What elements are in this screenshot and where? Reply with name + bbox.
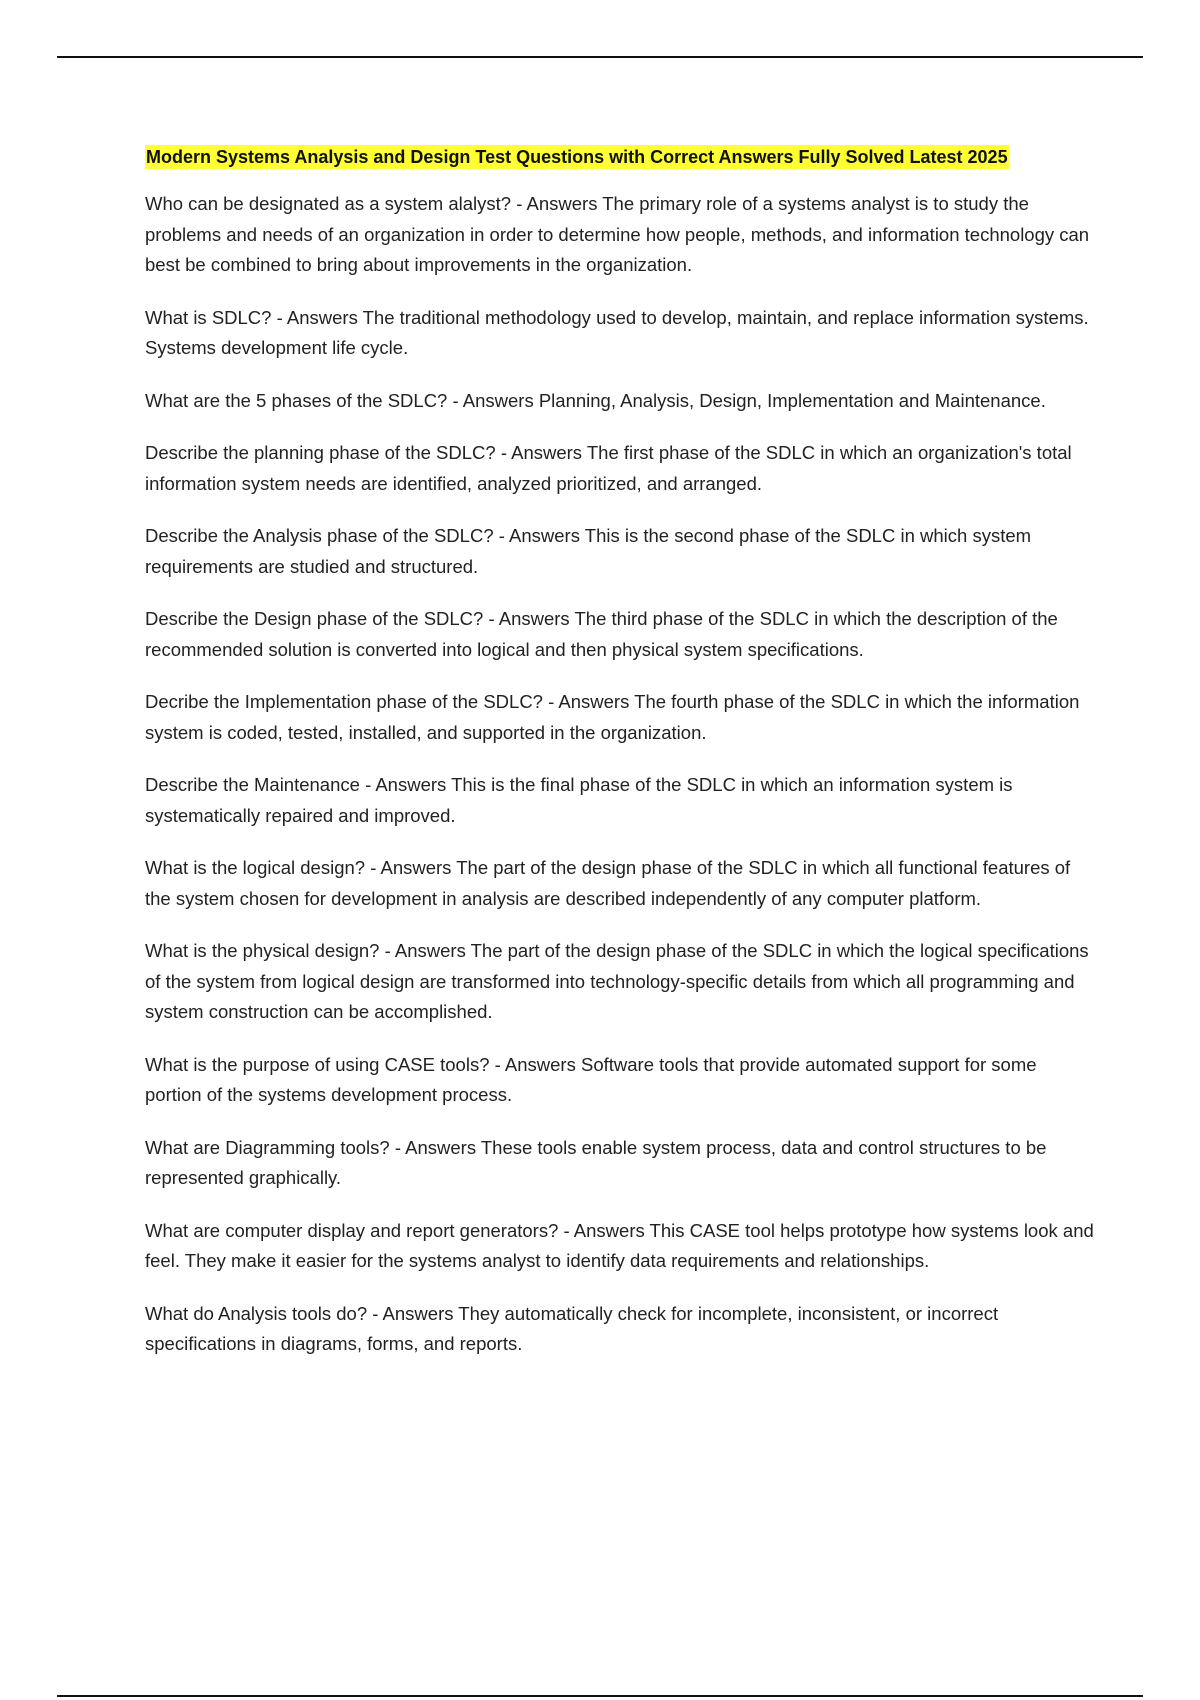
qa-entry: What do Analysis tools do? - Answers They automatically check for incomplete, inconsistent, or incorrect specifications in diagrams, forms, and reports. bbox=[145, 1302, 999, 1354]
qa-entry: What is the logical design? - Answers The part of the design phase of the SDLC in which all functional features of the system chosen for development in analysis are described independently of any computer platform. bbox=[145, 857, 1071, 909]
qa-entry: Describe the Maintenance - Answers This is the final phase of the SDLC in which an information system is systematically repaired and improved. bbox=[145, 774, 1013, 826]
qa-entry: What is SDLC? - Answers The traditional methodology used to develop, maintain, and replace information systems. Systems development life cycle. bbox=[145, 306, 1089, 358]
qa-entry: Describe the planning phase of the SDLC? - Answers The first phase of the SDLC in which an organization's total information system needs are identified, analyzed prioritized, and arranged. bbox=[145, 442, 1072, 494]
qa-entry: Decribe the Implementation phase of the SDLC? - Answers The fourth phase of the SDLC in which the information system is coded, tested, installed, and supported in the organization. bbox=[145, 691, 1080, 743]
qa-entry: Who can be designated as a system alalyst? - Answers The primary role of a systems analyst is to study the problems and needs of an organization in order to determine how people, methods, and information technology can best be combined to bring about improvements in the organization. bbox=[145, 193, 1090, 275]
footer-rule bbox=[57, 1695, 1143, 1697]
header-rule bbox=[57, 56, 1143, 58]
qa-entry: Describe the Design phase of the SDLC? - Answers The third phase of the SDLC in which the description of the recommended solution is converted into logical and then physical system specifications. bbox=[145, 608, 1058, 660]
document-body bbox=[145, 145, 1095, 1382]
qa-entry: What are the 5 phases of the SDLC? - Answers Planning, Analysis, Design, Implementation and Maintenance. bbox=[145, 389, 1046, 411]
qa-entry: Describe the Analysis phase of the SDLC? - Answers This is the second phase of the SDLC in which system requirements are studied and structured. bbox=[145, 525, 1032, 577]
qa-entry: What is the purpose of using CASE tools? - Answers Software tools that provide automated support for some portion of the systems development process. bbox=[145, 1053, 1037, 1105]
qa-entry: What are computer display and report generators? - Answers This CASE tool helps prototype how systems look and feel. They make it easier for the systems analyst to identify data requirements and relationships. bbox=[145, 1219, 1094, 1271]
qa-entry: What is the physical design? - Answers The part of the design phase of the SDLC in which the logical specifications of the system from logical design are transformed into technology-specific details from which all programming and system construction can be accomplished. bbox=[145, 940, 1089, 1022]
document-title: Modern Systems Analysis and Design Test Questions with Correct Answers Fully Solved Latest 2025 bbox=[146, 147, 1008, 167]
qa-entry: What are Diagramming tools? - Answers These tools enable system process, data and control structures to be represented graphically. bbox=[145, 1136, 1047, 1188]
